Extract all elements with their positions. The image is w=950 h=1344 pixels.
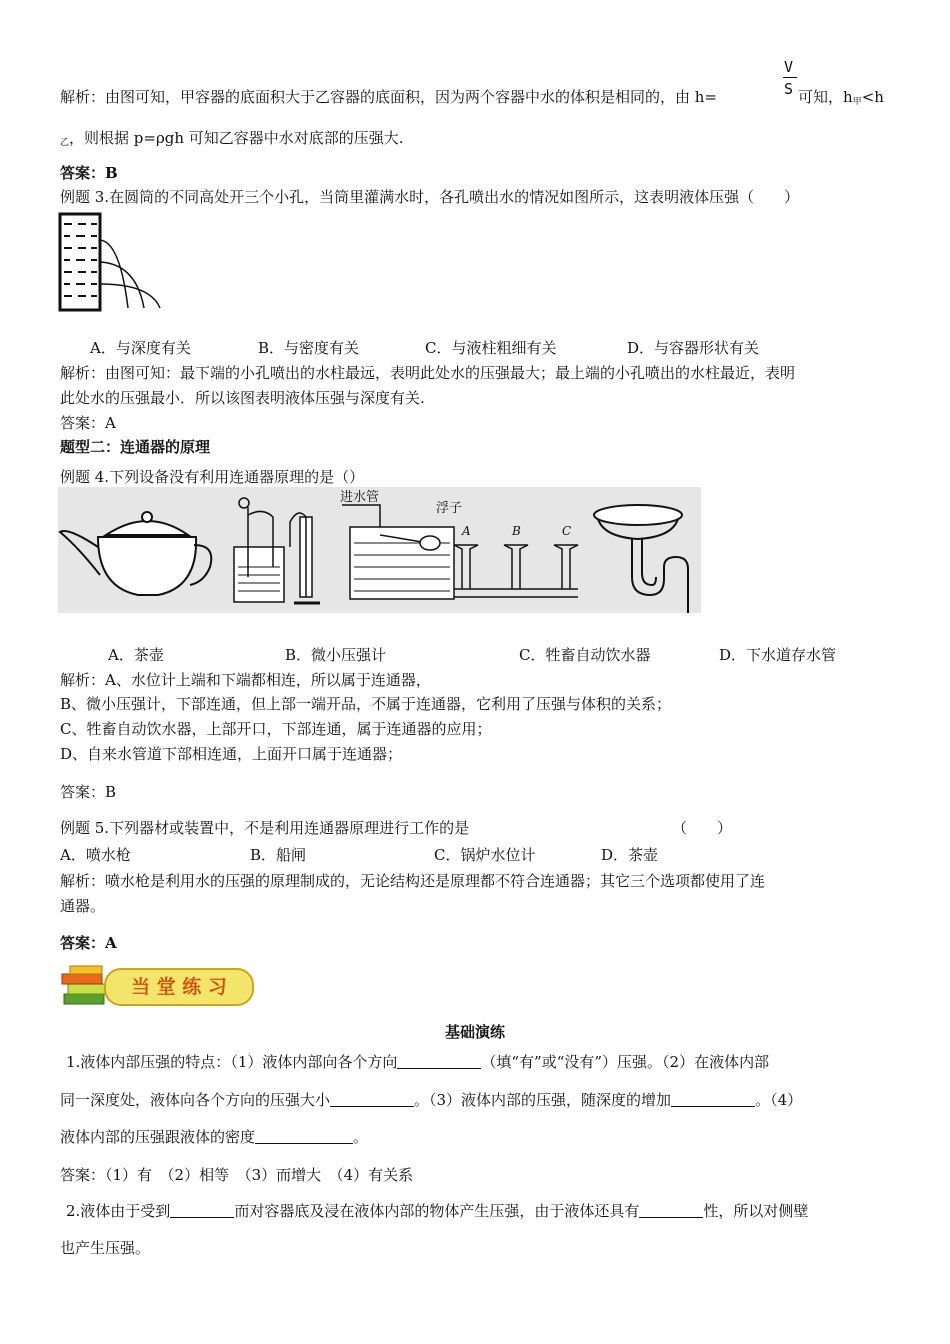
practice-q1-line-3: 液体内部的压强跟液体的密度 。 (60, 1128, 369, 1146)
blank-1 (397, 1054, 481, 1069)
example-3-answer: 答案：A (60, 414, 116, 432)
example-4-option-c: C．牲畜自动饮水器 (519, 646, 651, 664)
practice-banner (60, 962, 255, 1010)
example-4-question: 例题 4.下列设备没有利用连通器原理的是（） (60, 468, 365, 486)
vessel-c-label: C (562, 524, 572, 538)
example-5-answer-paren: （ ） (672, 819, 733, 837)
analysis-1-line-2: $_乙$，则根据 p=ρgh 可知乙容器中水对底部的压强大. (60, 129, 404, 148)
practice-q2-line-1: 2.液体由于受到 而对容器底及浸在液体内部的物体产生压强，由于液体还具有 性，所以对侧壁 (66, 1202, 809, 1220)
example-4-analysis-c: C、牲畜自动饮水器，上部开口，下部连通，属于连通器的应用； (60, 720, 492, 738)
example-3-analysis-line-1: 解析：由图可知：最下端的小孔喷出的水柱最远，表明此处水的压强最大；最上端的小孔喷出的水柱最近，表明 (60, 364, 796, 382)
example-5-option-b: B．船闸 (250, 846, 307, 864)
example-4-option-b: B．微小压强计 (285, 646, 387, 664)
blank-4 (255, 1129, 353, 1144)
practice-q1-line-2: 同一深度处，液体向各个方向的压强大小 。（3）液体内部的压强，随深度的增加 。（4） (60, 1091, 803, 1109)
float-label: 浮子 (436, 500, 463, 515)
practice-q1-line-1: 1.液体内部压强的特点：（1）液体内部向各个方向 （填“有”或“没有”）压强。（2）在液体内部 (66, 1053, 770, 1071)
vessel-a-label: A (462, 524, 471, 538)
example-5-option-c: C．锅炉水位计 (434, 846, 536, 864)
example-5-question: 例题 5.下列器材或装置中，不是利用连通器原理进行工作的是 (60, 819, 470, 837)
blank-5 (170, 1203, 234, 1218)
vessel-b-label: B (512, 524, 521, 538)
example-3-option-a: A．与深度有关 (90, 339, 191, 357)
example-4-analysis-b: B、微小压强计，下部连通，但上部一端开品，不属于连通器，它利用了压强与体积的关系； (60, 695, 672, 713)
example-5-option-a: A．喷水枪 (60, 846, 131, 864)
answer-1: 答案：B (60, 164, 118, 182)
example-4-answer: 答案：B (60, 783, 117, 801)
practice-q2-line-2: 也产生压强。 (60, 1239, 151, 1257)
example-4-analysis-a: 解析：A、水位计上端和下端都相连，所以属于连通器， (60, 671, 431, 689)
example-3-analysis-line-2: 此处水的压强最小．所以该图表明液体压强与深度有关. (60, 389, 425, 407)
blank-3 (671, 1092, 755, 1107)
cylinder-jets-figure (58, 210, 168, 314)
analysis-1-line-1-tail: 可知，$h_甲<h$ (798, 88, 884, 107)
fraction-denominator: S (784, 80, 794, 98)
practice-title: 基础演练 (444, 1023, 505, 1041)
analysis-1-line-1: 解析：由图可知，甲容器的底面积大于乙容器的底面积，因为两个容器中水的体积是相同的，由 h= (60, 88, 718, 106)
practice-q1-answer: 答案：（1）有 （2）相等 （3）而增大 （4）有关系 (60, 1166, 414, 1184)
blank-2 (330, 1092, 414, 1107)
example-4-analysis-d: D、自来水管道下部相连通，上面开口属于连通器； (60, 745, 403, 763)
example-5-option-d: D．茶壶 (601, 846, 659, 864)
inlet-pipe-label: 进水管 (340, 489, 380, 504)
blank-6 (639, 1203, 703, 1218)
fraction-bar (783, 77, 797, 78)
example-5-analysis-line-2: 通器。 (60, 897, 106, 915)
example-3-option-d: D．与容器形状有关 (627, 339, 760, 357)
example-4-option-d: D．下水道存水管 (719, 646, 837, 664)
fraction-numerator: V (784, 58, 794, 76)
example-5-answer: 答案：A (60, 934, 117, 952)
example-3-option-c: C．与液柱粗细有关 (425, 339, 557, 357)
example-5-analysis-line-1: 解析：喷水枪是利用水的压强的原理制成的，无论结构还是原理都不符合连通器；其它三个选项都使用了连 (60, 872, 766, 890)
section-heading: 题型二：连通器的原理 (60, 438, 211, 456)
example-3-question: 例题 3.在圆筒的不同高处开三个小孔，当筒里灌满水时，各孔喷出水的情况如图所示，这表明液体压强（ ） (60, 188, 800, 206)
connected-vessels-figure (58, 487, 701, 613)
banner-title: 当 堂 练 习 (131, 976, 227, 998)
example-4-option-a: A．茶壶 (108, 646, 164, 664)
example-3-option-b: B．与密度有关 (258, 339, 360, 357)
